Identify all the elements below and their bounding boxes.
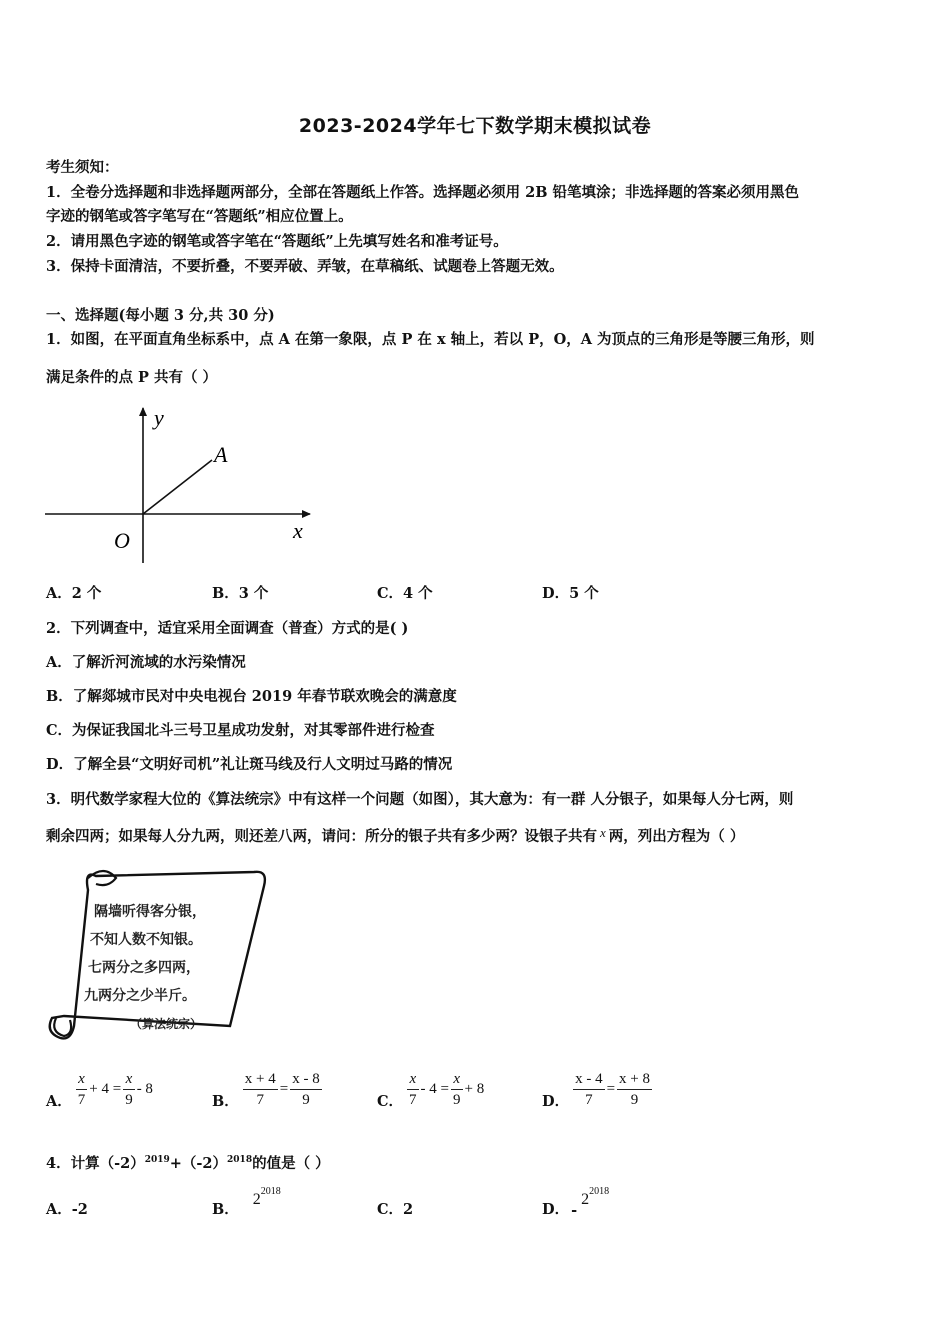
- q3c-num2: x: [451, 1069, 463, 1090]
- q4-option-b-base: 2: [252, 1191, 261, 1208]
- q2-option-d[interactable]: D．了解全县“文明好司机”礼让斑马线及行人文明过马路的情况: [46, 756, 453, 773]
- q3c-tail: + 8: [464, 1081, 485, 1097]
- q4-stem-c: 的值是（ ）: [252, 1155, 330, 1172]
- section-heading: 一、选择题(每小题 3 分,共 30 分): [46, 307, 275, 324]
- q3b-mid: =: [279, 1081, 289, 1097]
- q3a-den2: 9: [125, 1092, 133, 1108]
- q2-stem: 2．下列调查中，适宜采用全面调查（普查）方式的是( ): [46, 620, 409, 637]
- scroll-line-1: 隔墙听得客分银，: [94, 904, 206, 920]
- origin-label: O: [114, 528, 130, 553]
- scroll-line-5: （算法统宗）: [130, 1017, 203, 1031]
- q3b-num1: x + 4: [243, 1069, 278, 1090]
- q1-option-a[interactable]: A．2 个: [46, 585, 102, 602]
- q3c-mid: - 4 =: [420, 1081, 450, 1097]
- q1-option-c[interactable]: C．4 个: [377, 585, 433, 602]
- q3a-num2: x: [123, 1069, 135, 1090]
- q3d-num2: x + 8: [617, 1069, 652, 1090]
- notice-item-1a: 1．全卷分选择题和非选择题两部分，全部在答题纸上作答。选择题必须用 2B 铅笔填涂；非选择题的答案必须用黑色: [46, 184, 800, 201]
- q3-scroll-image: [44, 866, 270, 1050]
- q1-option-d[interactable]: D．5 个: [542, 585, 599, 602]
- q3-option-d-letter: D．: [542, 1093, 570, 1110]
- q3-option-a-letter: A．: [46, 1093, 72, 1110]
- q2-option-c[interactable]: C．为保证我国北斗三号卫星成功发射，对其零部件进行检查: [46, 722, 435, 739]
- q3b-den2: 9: [302, 1092, 310, 1108]
- q3d-num1: x - 4: [573, 1069, 605, 1090]
- q3a-den1: 7: [77, 1092, 86, 1108]
- q4-stem-b: +（-2）: [169, 1155, 228, 1172]
- q4-option-b-exp: 2018: [260, 1186, 281, 1197]
- q4-option-b[interactable]: [212, 1186, 281, 1219]
- scroll-line-3: 七两分之多四两，: [88, 960, 200, 976]
- q3a-num1: x: [76, 1069, 88, 1090]
- q4-stem-a: 4．计算（-2）: [46, 1155, 145, 1172]
- q4-exponent-2: 2018: [227, 1155, 253, 1166]
- q3d-den1: 7: [585, 1092, 593, 1108]
- q4-option-d-base: 2: [581, 1191, 590, 1208]
- scroll-line-4: 九两分之少半斤。: [84, 988, 196, 1004]
- notice-item-3: 3．保持卡面清洁，不要折叠，不要弄破、弄皱，在草稿纸、试题卷上答题无效。: [46, 258, 564, 275]
- q3-variable: x: [600, 825, 606, 840]
- q4-option-b-letter: B．: [212, 1201, 239, 1218]
- q3b-den1: 7: [256, 1092, 264, 1108]
- notice-item-2: 2．请用黑色字迹的钢笔或答字笔在“答题纸”上先填写姓名和准考证号。: [46, 233, 508, 250]
- q3-stem-line2-pre: 剩余四两；如果每人分九两，则还差八两，请问：所分的银子共有多少两？设银子共有: [46, 828, 597, 845]
- q3c-den2: 9: [453, 1092, 461, 1108]
- q3d-mid: =: [606, 1081, 616, 1097]
- q1-coordinate-figure: [40, 398, 325, 570]
- q4-option-c[interactable]: C．2: [377, 1201, 414, 1218]
- a-label: A: [214, 442, 228, 467]
- q3-stem-line2: [46, 825, 744, 846]
- q1-stem-line1: 1．如图，在平面直角坐标系中，点 A 在第一象限，点 P 在 x 轴上，若以 P，O，A 为顶点的三角形是等腰三角形，则: [46, 331, 815, 348]
- q4-option-d-exp: 2018: [589, 1186, 610, 1197]
- q3-option-c[interactable]: [377, 1068, 484, 1111]
- q3-stem-line1: 3．明代数学家程大位的《算法统宗》中有这样一个问题（如图），其大意为：有一群 人分银子，如果每人分七两，则: [46, 791, 794, 808]
- q3-option-c-letter: C．: [377, 1093, 404, 1110]
- segment-oa: [143, 460, 212, 514]
- q3-option-b-letter: B．: [212, 1093, 239, 1110]
- notice-item-1b: 字迹的钢笔或答字笔写在“答题纸”相应位置上。: [46, 208, 353, 225]
- q3-option-b[interactable]: [212, 1068, 322, 1111]
- q3a-mid: + 4 =: [89, 1081, 122, 1097]
- q3-option-d[interactable]: [542, 1068, 652, 1111]
- q3d-den2: 9: [630, 1092, 639, 1108]
- scroll-outline: [50, 872, 265, 1039]
- page-title: 2023-2024学年七下数学期末模拟试卷: [298, 115, 652, 137]
- notice-heading: 考生须知：: [46, 159, 119, 176]
- q3-option-a[interactable]: [46, 1068, 153, 1111]
- q4-stem: [46, 1152, 330, 1173]
- q2-option-a[interactable]: A．了解沂河流域的水污染情况: [46, 654, 246, 671]
- q3a-tail: - 8: [136, 1081, 153, 1097]
- q4-option-d-letter: D．: [542, 1201, 570, 1218]
- q2-option-b[interactable]: B．了解郯城市民对中央电视台 2019 年春节联欢晚会的满意度: [46, 688, 457, 705]
- x-label: x: [293, 518, 303, 543]
- q3-stem-line2-post: 两，列出方程为（ ）: [608, 828, 745, 845]
- q4-option-d-sign: -: [571, 1202, 578, 1219]
- q4-exponent-1: 2019: [144, 1155, 170, 1166]
- q1-stem-line2: 满足条件的点 P 共有（ ）: [46, 369, 218, 386]
- scroll-line-2: 不知人数不知银。: [90, 932, 202, 948]
- q3c-den1: 7: [409, 1092, 417, 1108]
- q4-option-a[interactable]: A．-2: [46, 1201, 88, 1218]
- y-label: y: [154, 405, 164, 430]
- q4-option-d[interactable]: [542, 1186, 609, 1219]
- q3b-num2: x - 8: [290, 1069, 322, 1090]
- q3c-num1: x: [407, 1069, 419, 1090]
- q1-option-b[interactable]: B．3 个: [212, 585, 269, 602]
